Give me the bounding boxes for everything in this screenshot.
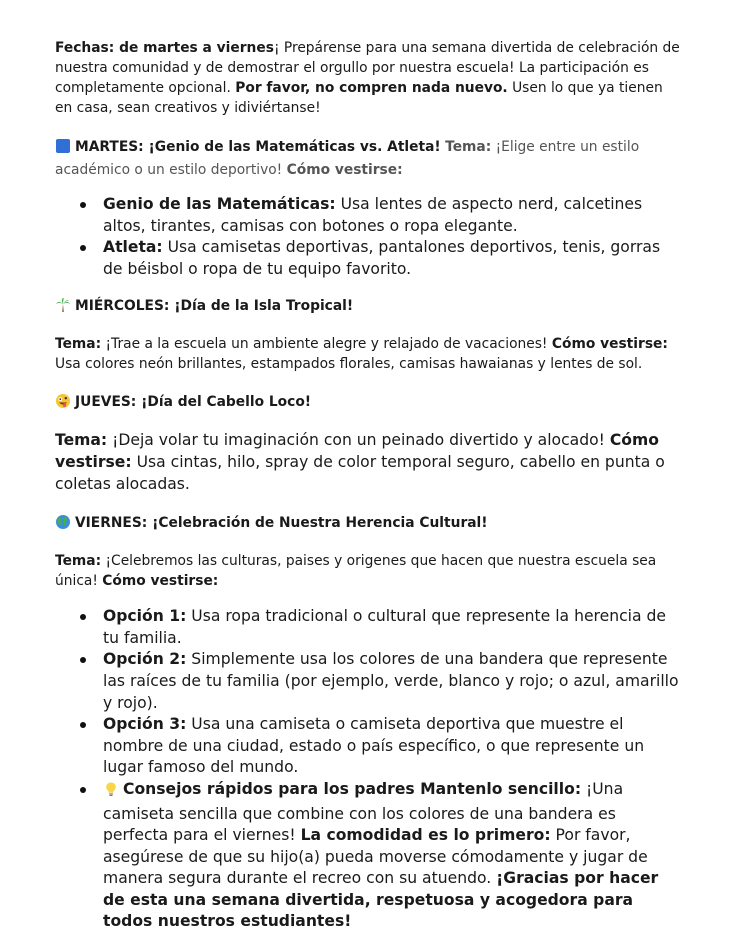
option-text: Usa lentes de aspecto nerd, calcetines altos, tirantes, camisas con botones o ropa elegante.: [103, 195, 643, 235]
friday-dress-label: Cómo vestirse:: [102, 573, 219, 590]
friday-options-list: [55, 606, 680, 933]
tuesday-section: [55, 137, 680, 180]
wednesday-tema-text: ¡Trae a la escuela un ambiente alegre y relajado de vacaciones!: [101, 336, 552, 353]
bullet-icon: [80, 722, 86, 728]
intro-text-end: Usen lo que ya tienen en casa, sean creativos y idiviértanse!: [55, 80, 663, 116]
thursday-tema-label: Tema:: [55, 431, 108, 450]
option-label: Opción 3:: [103, 715, 187, 734]
list-item: [103, 606, 680, 649]
list-item-tips: [103, 779, 680, 933]
no-purchase-notice: Por favor, no compren nada nuevo.: [235, 80, 508, 96]
bullet-icon: [80, 657, 86, 663]
palm-tree-icon: [55, 297, 71, 319]
wednesday-tema-label: Tema:: [55, 336, 102, 353]
option-text: Usa ropa tradicional o cultural que represente la herencia de tu familia.: [103, 607, 666, 647]
globe-icon: [55, 514, 71, 536]
bullet-icon: [80, 787, 86, 793]
thursday-dress-label: Cómo vestirse:: [55, 431, 659, 471]
friday-title: VIERNES: ¡Celebración de Nuestra Herencia Cultural!: [75, 515, 488, 532]
option-text: Usa camisetas deportivas, pantalones deportivos, tenis, gorras de béisbol o ropa de tu equipo favorito.: [103, 238, 661, 278]
list-item: [103, 649, 680, 714]
friday-paragraph: [55, 551, 680, 591]
option-text: Simplemente usa los colores de una bandera que represente las raíces de tu familia (por ejemplo, verde, blanco y rojo; o azul, amarillo y rojo).: [103, 650, 679, 712]
blue-square-icon: [55, 138, 71, 160]
friday-tema-text: ¡Celebremos las culturas, paises y origenes que hacen que nuestra escuela sea única!: [55, 553, 657, 590]
friday-tema-label: Tema:: [55, 553, 102, 570]
thursday-heading: [55, 392, 680, 415]
list-item: [103, 194, 680, 237]
friday-heading: [55, 513, 680, 536]
option-label: Opción 2:: [103, 650, 187, 669]
wednesday-title: MIÉRCOLES: ¡Día de la Isla Tropical!: [75, 298, 354, 315]
bullet-icon: [80, 202, 86, 208]
zany-face-icon: [55, 393, 71, 415]
wednesday-heading: [55, 296, 680, 319]
option-label: Opción 1:: [103, 607, 187, 626]
intro-text: ¡ Prepárense para una semana divertida de celebración de nuestra comunidad y de demostrar el orgullo por nuestra escuela! La participación es completamente opcional.: [55, 40, 680, 96]
option-label: Genio de las Matemáticas:: [103, 195, 336, 213]
lightbulb-icon: [103, 781, 119, 804]
option-label: Atleta:: [103, 238, 163, 257]
thursday-title: JUEVES: ¡Día del Cabello Loco!: [75, 394, 312, 411]
dates-label: Fechas: de martes a viernes: [55, 40, 274, 56]
tuesday-tema-text: ¡Elige entre un estilo académico o un estilo deportivo!: [55, 139, 640, 178]
wednesday-dress-label: Cómo vestirse:: [551, 336, 668, 353]
tuesday-dress-label: Cómo vestirse:: [286, 162, 403, 178]
tuesday-tema-label: Tema:: [445, 139, 492, 155]
thursday-tema-text: ¡Deja volar tu imaginación con un peinado divertido y alocado!: [107, 431, 610, 450]
thursday-paragraph: [55, 430, 680, 495]
comfort-text: Por favor, asegúrese de que su hijo(a) pueda moverse cómodamente y jugar de manera segura durante el recreo con su atuendo.: [103, 826, 648, 888]
intro-paragraph: [55, 38, 680, 118]
list-item: [103, 714, 680, 779]
tips-label: Consejos rápidos para los padres Mantenlo sencillo:: [123, 779, 582, 798]
bullet-icon: [80, 245, 86, 251]
bullet-icon: [80, 614, 86, 620]
list-item: [103, 237, 680, 280]
tips-text: ¡Una camiseta sencilla que combine con los colores de una bandera es perfecta para el viernes!: [103, 779, 624, 845]
tuesday-title: MARTES: ¡Genio de las Matemáticas vs. Atleta!: [75, 139, 441, 155]
tuesday-options-list: [55, 194, 680, 280]
option-text: Usa una camiseta o camiseta deportiva que muestre el nombre de una ciudad, estado o país específico, o que represente un lugar famoso del mundo.: [103, 715, 645, 777]
closing-message: ¡Gracias por hacer de esta una semana divertida, respetuosa y acogedora para todos nuestros estudiantes!: [103, 869, 659, 931]
wednesday-dress-text: Usa colores neón brillantes, estampados florales, camisas hawaianas y lentes de sol.: [55, 356, 643, 373]
thursday-dress-text: Usa cintas, hilo, spray de color temporal seguro, cabello en punta o coletas alocadas.: [55, 452, 665, 493]
comfort-label: La comodidad es lo primero:: [300, 826, 551, 845]
wednesday-paragraph: [55, 334, 680, 374]
